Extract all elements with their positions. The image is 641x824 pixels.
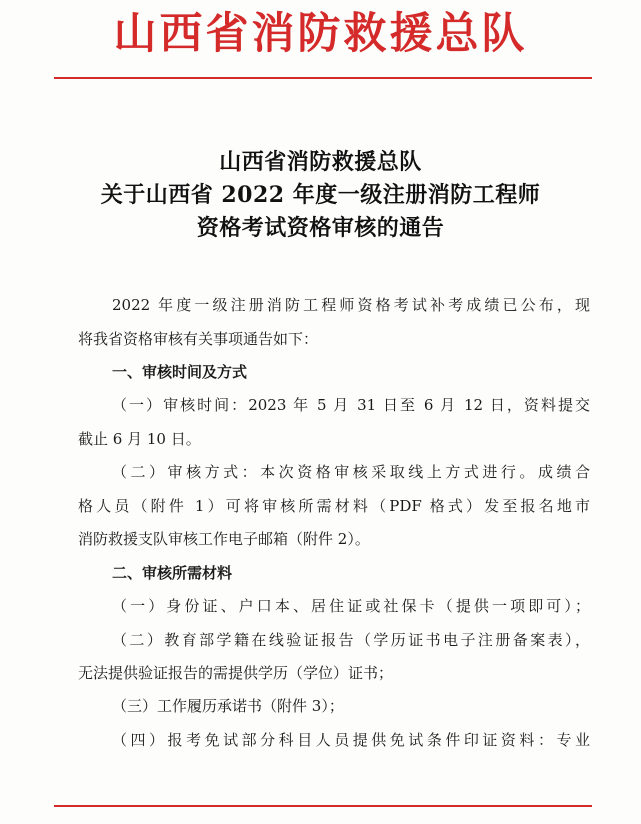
section-1-item-1-line-1: （一）审核时间：2023 年 5 月 31 日至 6 月 12 日，资料提交 bbox=[112, 396, 590, 414]
masthead-title: 山西省消防救援总队 bbox=[113, 9, 528, 59]
section-2-heading: 二、审核所需材料 bbox=[112, 564, 233, 582]
section-2-item-1-line-1: （一）身份证、户口本、居住证或社保卡（提供一项即可）； bbox=[112, 597, 590, 615]
section-2-item-3-line-1: （三）工作履历承诺书（附件 3）； bbox=[112, 697, 344, 715]
masthead-red-rule bbox=[54, 77, 592, 79]
notice-title-line-2: 关于山西省 2022 年度一级注册消防工程师 bbox=[100, 182, 541, 208]
footer-red-rule bbox=[54, 805, 592, 807]
section-2-item-2-line-2: 无法提供验证报告的需提供学历（学位）证书； bbox=[78, 664, 394, 682]
section-2-item-4-line-1: （四）报考免试部分科目人员提供免试条件印证资料：专业 bbox=[112, 731, 590, 749]
section-1-item-2-line-3: 消防救援支队审核工作电子邮箱（附件 2）。 bbox=[78, 530, 370, 548]
intro-line-2: 将我省资格审核有关事项通告如下： bbox=[78, 330, 319, 348]
notice-title-line-1: 山西省消防救援总队 bbox=[219, 149, 422, 175]
intro-line-1: 2022 年度一级注册消防工程师资格考试补考成绩已公布，现 bbox=[112, 296, 590, 314]
section-1-heading: 一、审核时间及方式 bbox=[112, 363, 248, 381]
section-1-item-1-line-2: 截止 6 月 10 日。 bbox=[78, 430, 201, 448]
section-2-item-2-line-1: （二）教育部学籍在线验证报告（学历证书电子注册备案表）， bbox=[112, 631, 590, 649]
section-1-item-2-line-2: 格人员（附件 1）可将审核所需材料（PDF 格式）发至报名地市 bbox=[78, 497, 590, 515]
section-1-item-2-line-1: （二）审核方式：本次资格审核采取线上方式进行。成绩合 bbox=[112, 463, 590, 481]
notice-title-line-3: 资格考试资格审核的通告 bbox=[196, 215, 445, 241]
